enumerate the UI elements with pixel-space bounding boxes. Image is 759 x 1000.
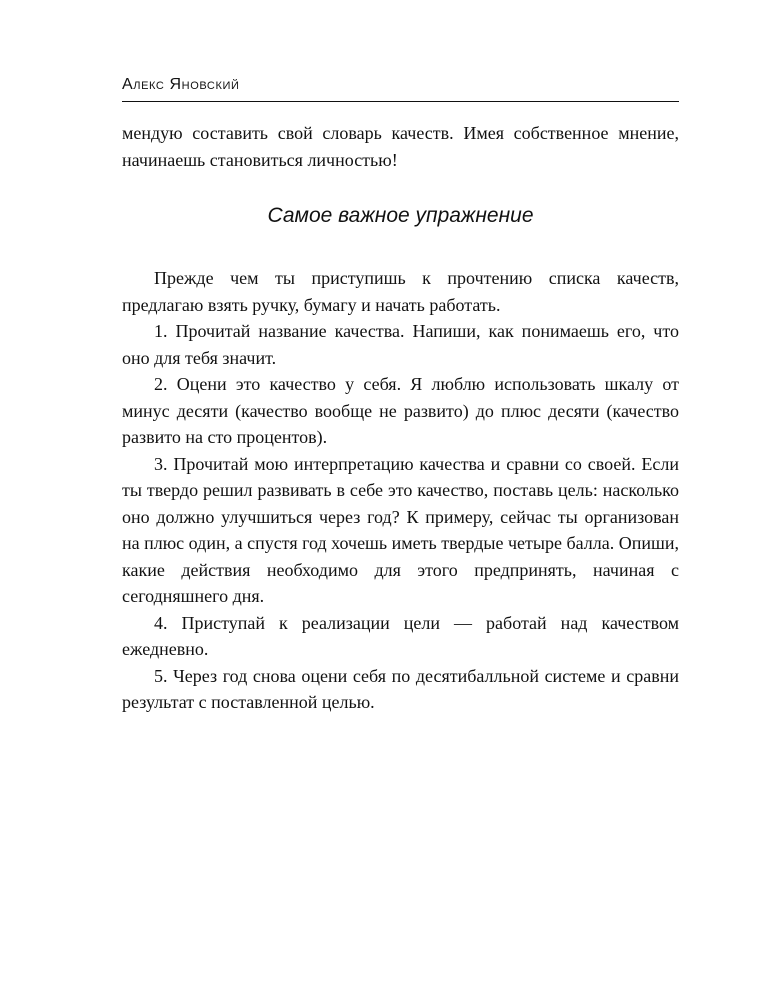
paragraph-intro: Прежде чем ты приступишь к прочтению списка качеств, предлагаю взять ручку, бумагу и начать работать. [122,268,679,315]
paragraph-step-4: 4. Приступай к реализации цели — работай над качеством ежедневно. [122,612,679,659]
header-rule [122,101,679,102]
paragraph-step-5: 5. Через год снова оцени себя по десятибалльной системе и сравни результат с поставленной целью. [122,665,679,712]
paragraph-step-3: 3. Прочитай мою интерпретацию качества и сравни со своей. Если ты твердо решил развивать в себе это качество, поставь цель: насколько оно должно улучшиться через год? К примеру, сейчас ты организован на плюс один, а спустя год хочешь иметь твердые четыре балла. Опиши, какие действия необходимо для этого предпринять, начиная с сегодняшнего дня. [122,453,679,606]
continuation-text [122,120,679,173]
running-head: Алекс Яновский [122,76,240,93]
paragraph-continuation: мендую составить свой словарь качеств. Имея собственное мнение, начинаешь становиться личностью! [122,123,679,170]
body-text [122,265,679,716]
paragraph-step-2: 2. Оцени это качество у себя. Я люблю использовать шкалу от минус десяти (качество вообще не развито) до плюс десяти (качество развито на сто процентов). [122,374,679,447]
section-title: Самое важное упражнение [267,204,534,227]
paragraph-step-1: 1. Прочитай название качества. Напиши, как понимаешь его, что оно для тебя значит. [122,321,679,368]
